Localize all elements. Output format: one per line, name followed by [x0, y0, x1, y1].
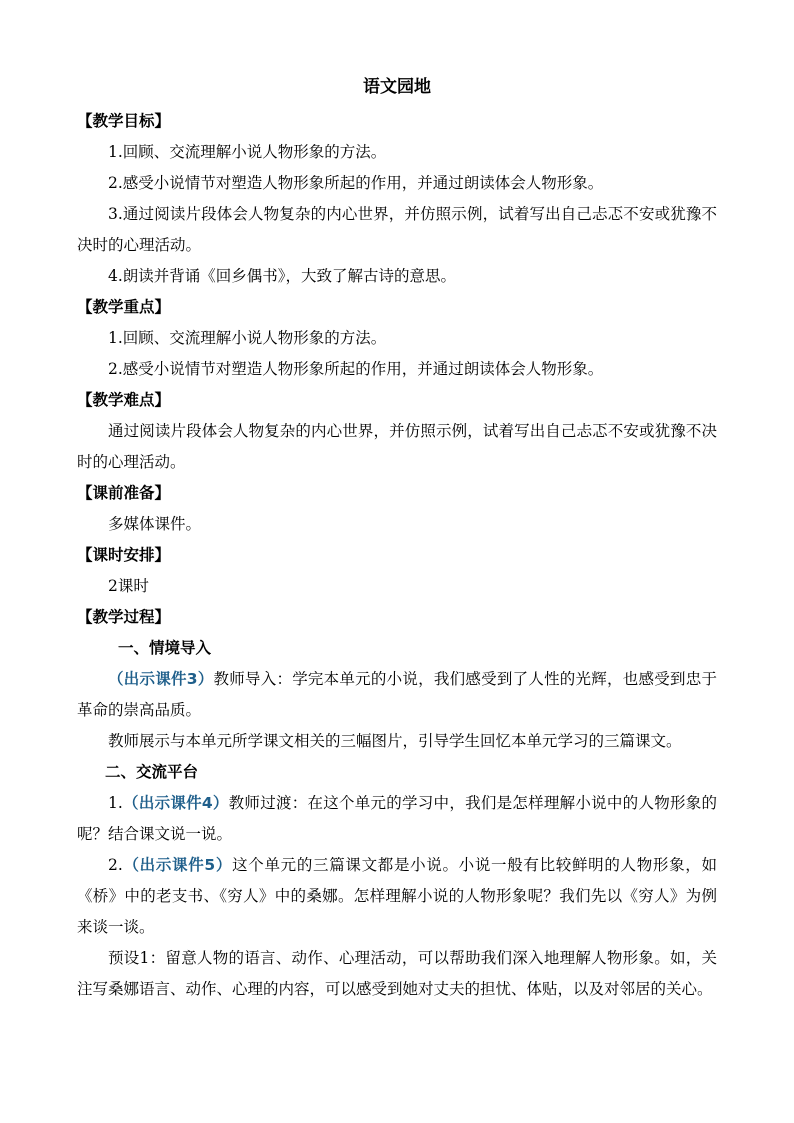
paragraph-text: 教师导入：学完本单元的小说，我们感受到了人性的光辉，也感受到忠于革命的崇高品质。: [77, 670, 717, 719]
section-heading-schedule: 【课时安排】: [77, 546, 171, 564]
courseware-reference: （出示课件4）: [122, 794, 229, 812]
process-part2-title: 二、交流平台: [105, 763, 199, 781]
objective-item: 4.朗读并背诵《回乡偶书》，大致了解古诗的意思。: [108, 267, 457, 285]
section-heading-objectives: 【教学目标】: [77, 112, 171, 130]
process-part2-paragraph: [77, 850, 717, 943]
process-part2-paragraph: [77, 788, 717, 850]
section-heading-difficulties: 【教学难点】: [77, 391, 171, 409]
objective-item: 2.感受小说情节对塑造人物形象所起的作用，并通过朗读体会人物形象。: [108, 174, 604, 192]
objective-item: 3.通过阅读片段体会人物复杂的内心世界，并仿照示例，试着写出自己忐忑不安或犹豫不决时的心理活动。: [77, 205, 717, 254]
section-heading-process: 【教学过程】: [77, 608, 171, 626]
paragraph-number: 1.: [108, 794, 123, 812]
schedule-item: 2课时: [108, 577, 149, 595]
section-heading-preparation: 【课前准备】: [77, 484, 171, 502]
objective-item: 1.回顾、交流理解小说人物形象的方法。: [108, 143, 387, 161]
process-part1-paragraph: [77, 664, 717, 726]
courseware-reference: （出示课件5）: [122, 856, 233, 874]
process-part2-paragraph: 预设1：留意人物的语言、动作、心理活动，可以帮助我们深入地理解人物形象。如，关注写桑娜语言、动作、心理的内容，可以感受到她对丈夫的担忧、体贴，以及对邻居的关心。: [77, 949, 717, 998]
document-title: 语文园地: [363, 77, 431, 97]
key-point-item: 2.感受小说情节对塑造人物形象所起的作用，并通过朗读体会人物形象。: [108, 360, 604, 378]
section-heading-key-points: 【教学重点】: [77, 298, 171, 316]
paragraph-text: 教师过渡：在这个单元的学习中，我们是怎样理解小说中的人物形象的呢？结合课文说一说。: [77, 794, 717, 843]
document-content: [77, 72, 717, 1005]
difficulty-item: 通过阅读片段体会人物复杂的内心世界，并仿照示例，试着写出自己忐忑不安或犹豫不决时的心理活动。: [77, 422, 717, 471]
key-point-item: 1.回顾、交流理解小说人物形象的方法。: [108, 329, 387, 347]
preparation-item: 多媒体课件。: [108, 515, 202, 533]
courseware-reference: （出示课件3）: [108, 670, 214, 688]
paragraph-number: 2.: [108, 856, 123, 874]
paragraph-text: 这个单元的三篇课文都是小说。小说一般有比较鲜明的人物形象，如《桥》中的老支书、《穷人》中的桑娜。怎样理解小说的人物形象呢？我们先以《穷人》为例来谈一谈。: [77, 856, 717, 936]
process-part1-paragraph: 教师展示与本单元所学课文相关的三幅图片，引导学生回忆本单元学习的三篇课文。: [108, 732, 682, 750]
process-part1-title: 一、情境导入: [118, 639, 212, 657]
